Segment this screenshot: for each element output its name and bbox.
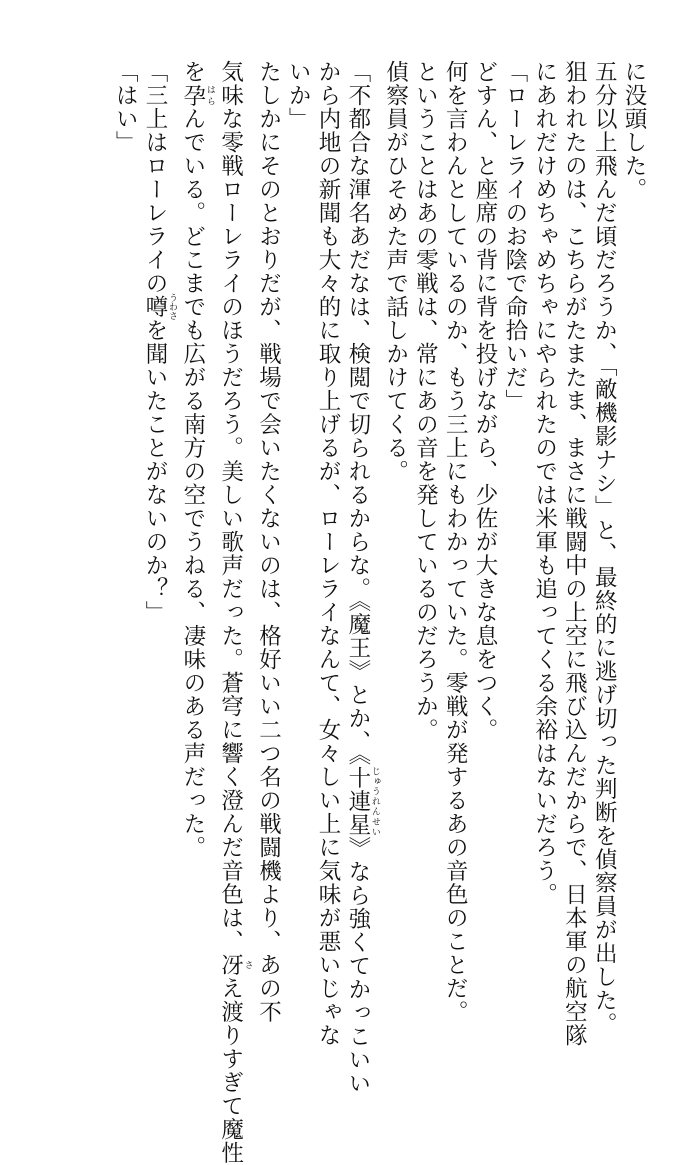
text-line-7: 何を言わんとしているのか、もう三上にもわかっていた。零戦が発するあの音色のことだ。 [442,60,469,1024]
text-line-15: を孕 はらんでいる。どこまでも広がる南方の空でうねる、凄味のある声だった。 [179,60,215,859]
text-line-12: いか」 [285,60,312,131]
text-line-6: どすん、と座席の背に背を投げながら、少佐が大きな息をつく。 [472,60,499,742]
text-line-9: 偵察員がひそめた声で話しかけてくる。 [382,60,409,483]
text-line-4: にあれだけめちゃめちゃにやられたのでは米軍も追ってくる余裕はないだろう。 [531,60,558,906]
text-line-10: 「不都合な渾名あだなは、検閲で切られるからな。《魔王》とか、《十連星 じゅうれんせい》なら強くてかっこいい [344,60,380,1095]
ruby-uwasa: 噂 うわさ [142,293,178,321]
ruby-hara: 孕 はら [179,83,215,107]
text-line-16: 「三上はローレライの噂 うわさを聞いたことがないのか？」 [142,60,178,624]
text-line-14: 気味な零戦ローレライのほうだろう。美しい歌声だった。蒼穹に響く澄んだ音色は、冴 さえ渡りすぎて魔性 [217,60,253,1165]
text-line-1: に没頭した。 [621,60,647,201]
ruby-juurensei: 十連星 じゅうれんせい [344,766,380,837]
vertical-text-body [38,60,648,1165]
text-line-13: たしかにそのとおりだが、戦場で会いたくないのは、格好いい二つ名の戦闘機より、あの不 [255,60,282,1024]
text-line-8: ということはあの零戦は、常にあの音を発しているのだろうか。 [412,60,439,742]
text-line-17: 「はい」 [112,60,139,154]
text-line-5: 「ローレライのお陰で命拾いだ」 [501,60,528,413]
text-line-11: から内地の新聞も大々的に取り上げるが、ローレライなんて、女々しい上に気味が悪いじゃな [315,60,342,1047]
ruby-sa: 冴 さ [217,953,253,977]
text-line-2: 五分以上飛んだ頃だろうか、「敵機影ナシ」と、最終的に逃げ切った判断を偵察員が出した。 [591,60,618,1036]
text-line-3: 狙われたのは、こちらがたまたま、まさに戦闘中の上空に飛び込んだからで、日本軍の航空隊 [561,60,588,1047]
